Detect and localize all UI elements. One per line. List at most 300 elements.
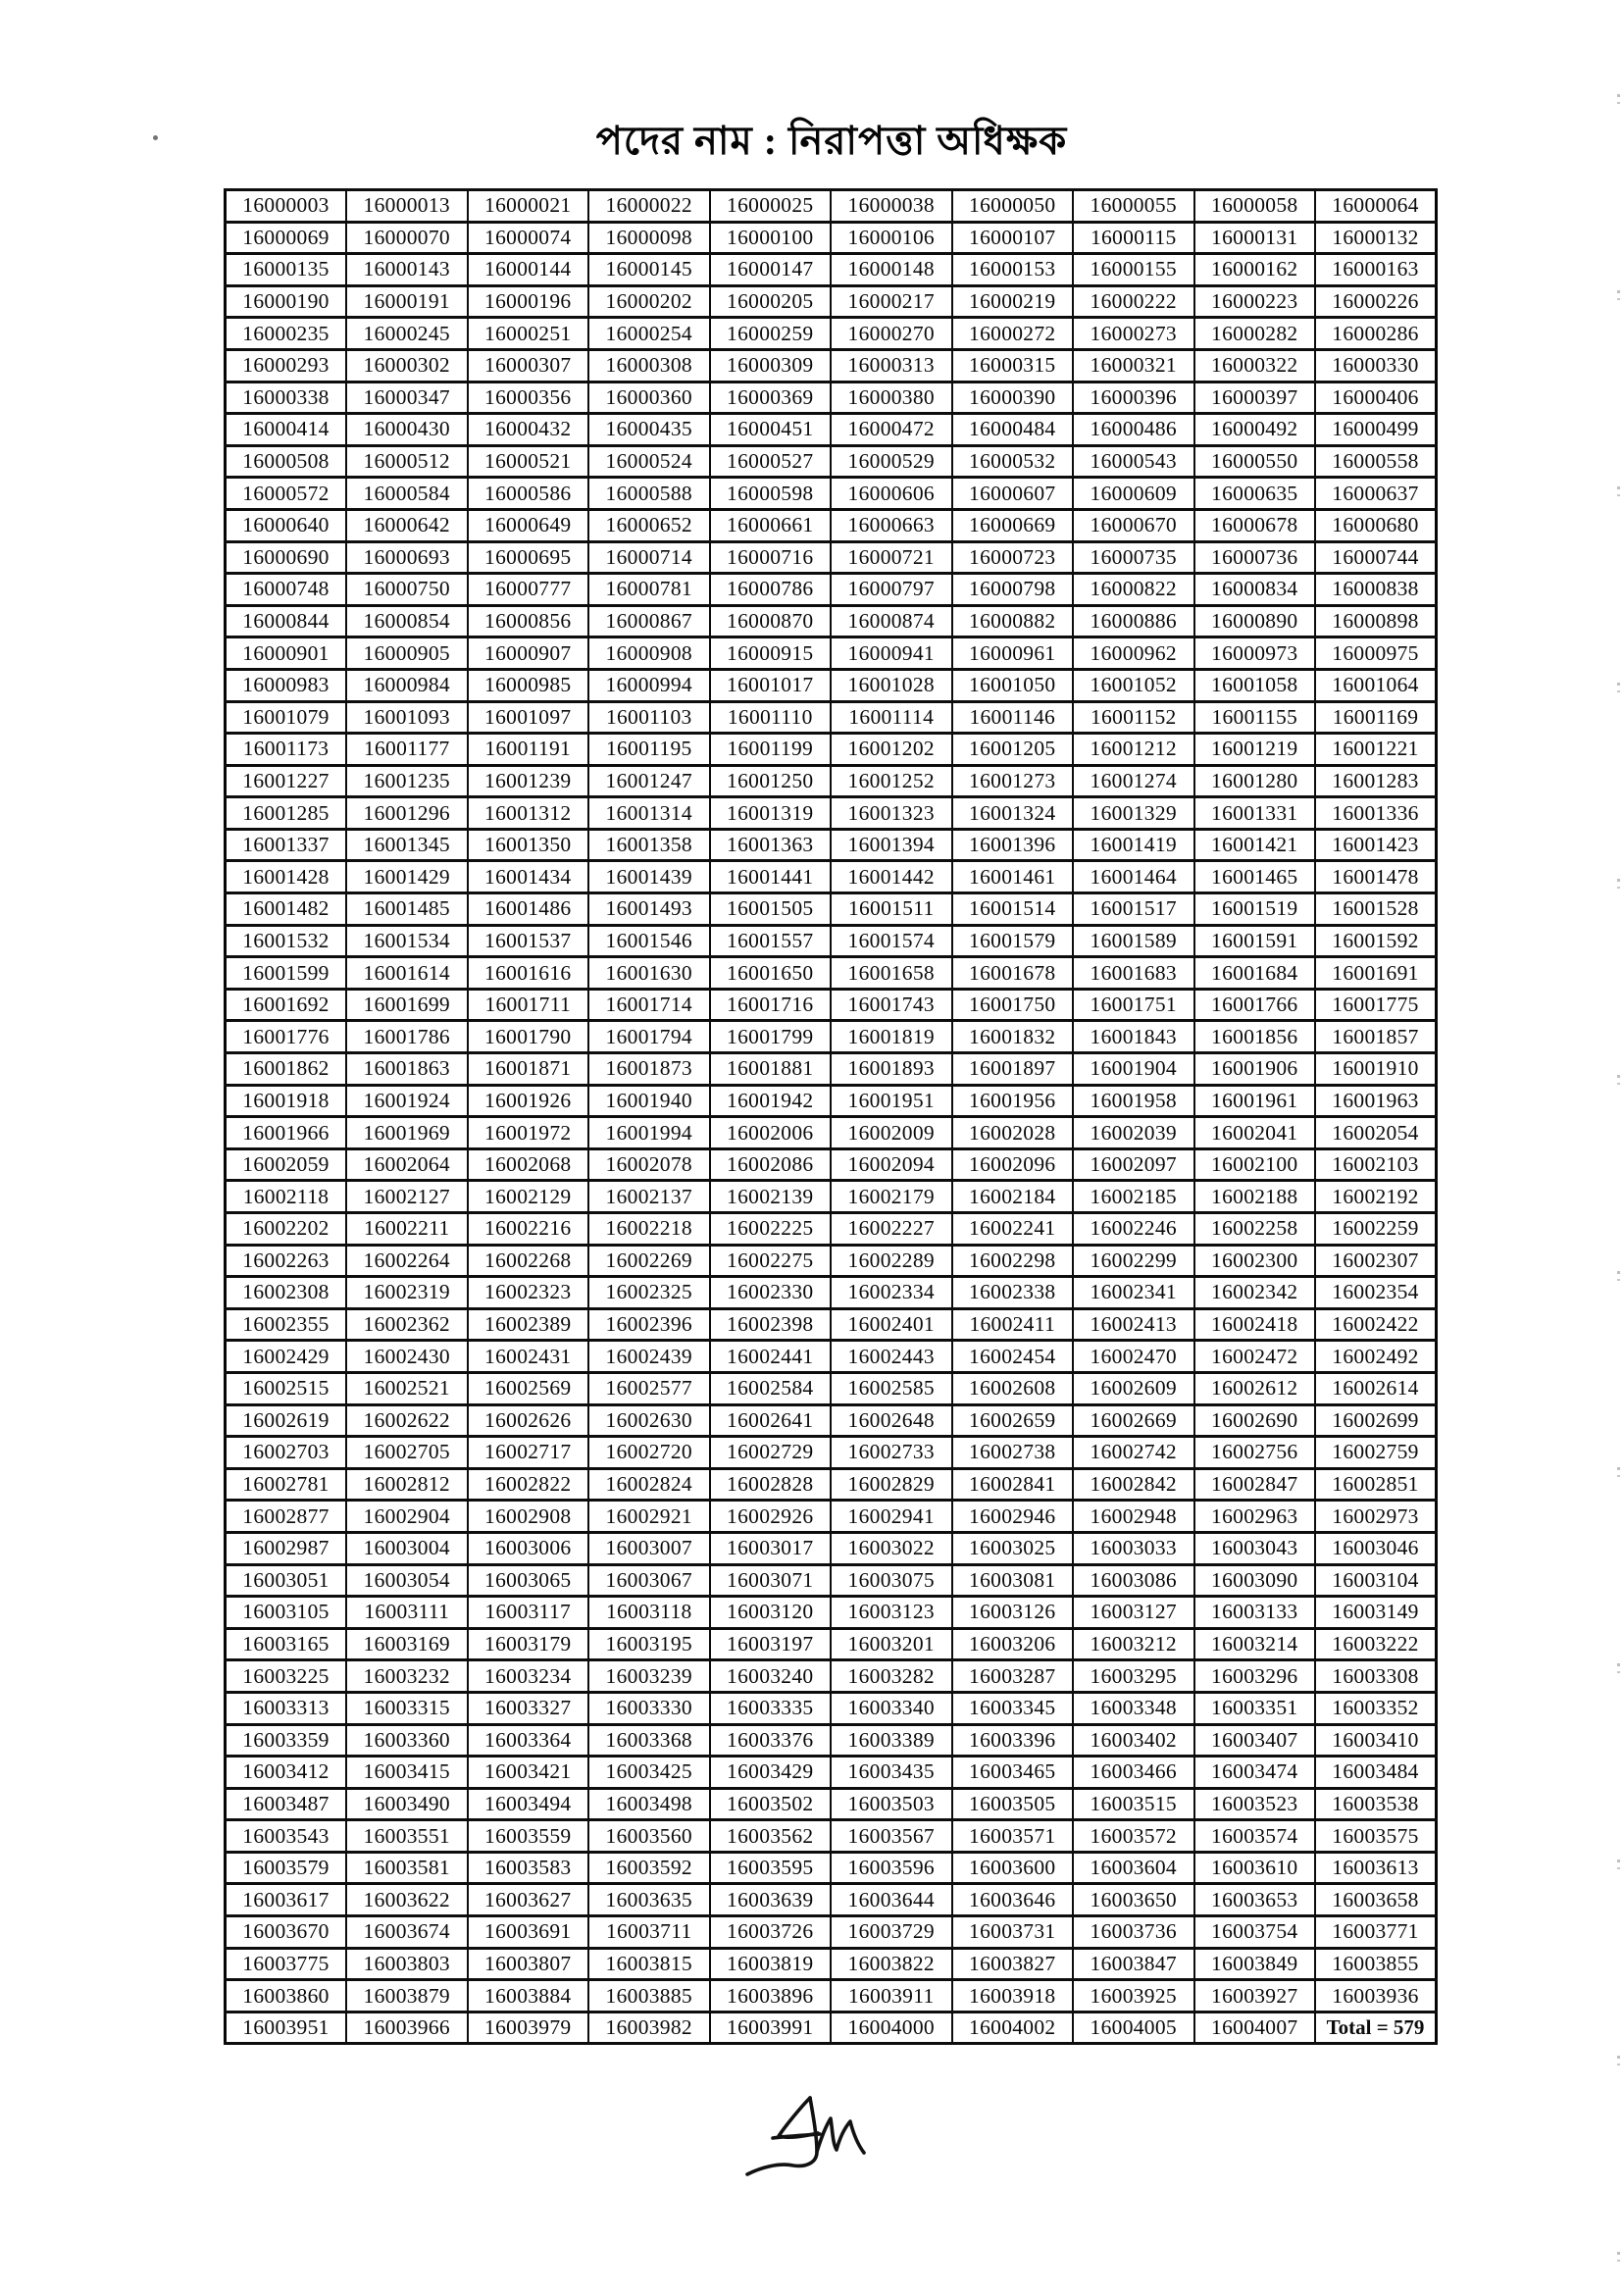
roll-cell: 16003966 [346,2012,468,2044]
roll-cell: 16001345 [346,829,468,861]
total-cell: Total = 579 [1315,2012,1437,2044]
roll-cell: 16002877 [226,1501,347,1533]
roll-cell: 16002413 [1073,1308,1194,1341]
roll-cell: 16003071 [710,1564,832,1597]
roll-cell: 16000983 [226,669,347,701]
roll-cell: 16002756 [1194,1437,1316,1469]
roll-cell: 16002946 [952,1501,1074,1533]
roll-cell: 16001331 [1194,797,1316,830]
roll-cell: 16001110 [710,701,832,734]
roll-cell: 16003206 [952,1628,1074,1660]
roll-cell: 16002614 [1315,1372,1437,1404]
roll-cell: 16001221 [1315,734,1437,766]
roll-cell: 16003421 [468,1757,589,1789]
roll-cell: 16002179 [831,1181,952,1213]
table-row [226,1245,1437,1277]
roll-cell: 16002847 [1194,1468,1316,1501]
table-row [226,637,1437,670]
roll-cell: 16003197 [710,1628,832,1660]
roll-cell: 16002431 [468,1341,589,1373]
roll-cell: 16002096 [952,1148,1074,1181]
roll-cell: 16000153 [952,254,1074,286]
roll-cell: 16003412 [226,1757,347,1789]
roll-cell: 16001863 [346,1053,468,1086]
roll-cell: 16000217 [831,285,952,318]
roll-cell: 16000235 [226,318,347,350]
roll-cell: 16002275 [710,1245,832,1277]
roll-cell: 16002241 [952,1213,1074,1246]
roll-cell: 16002841 [952,1468,1074,1501]
roll-cell: 16000748 [226,574,347,606]
roll-cell: 16002341 [1073,1277,1194,1309]
roll-cell: 16002720 [588,1437,710,1469]
roll-cell: 16003819 [710,1948,832,1980]
roll-cell: 16004002 [952,2012,1074,2044]
roll-cell: 16000451 [710,414,832,446]
roll-cell: 16000822 [1073,574,1194,606]
table-row [226,1660,1437,1693]
roll-cell: 16001819 [831,1021,952,1053]
roll-cell: 16000499 [1315,414,1437,446]
roll-cell: 16001093 [346,701,468,734]
roll-cell: 16003503 [831,1788,952,1820]
roll-cell: 16003951 [226,2012,347,2044]
table-row [226,989,1437,1021]
roll-cell: 16000680 [1315,509,1437,541]
roll-cell: 16001692 [226,989,347,1021]
signature [741,2093,879,2183]
table-row [226,445,1437,478]
roll-cell: 16001906 [1194,1053,1316,1086]
roll-cell: 16000532 [952,445,1074,478]
roll-cell: 16000797 [831,574,952,606]
roll-cell: 16003232 [346,1660,468,1693]
roll-cell: 16002515 [226,1372,347,1404]
roll-cell: 16000430 [346,414,468,446]
roll-cell: 16000854 [346,605,468,637]
roll-cell: 16003635 [588,1884,710,1916]
roll-cell: 16002086 [710,1148,832,1181]
roll-cell: 16001434 [468,861,589,893]
roll-table-body [226,190,1437,2044]
roll-cell: 16000721 [831,541,952,574]
roll-cell: 16003650 [1073,1884,1194,1916]
roll-cell: 16003296 [1194,1660,1316,1693]
roll-cell: 16000962 [1073,637,1194,670]
roll-cell: 16003051 [226,1564,347,1597]
roll-cell: 16000143 [346,254,468,286]
roll-cell: 16003670 [226,1916,347,1949]
table-row [226,2012,1437,2044]
roll-cell: 16003127 [1073,1597,1194,1629]
roll-cell: 16000524 [588,445,710,478]
roll-cell: 16000106 [831,222,952,254]
roll-cell: 16003054 [346,1564,468,1597]
roll-cell: 16000941 [831,637,952,670]
roll-cell: 16001956 [952,1085,1074,1117]
roll-cell: 16002009 [831,1117,952,1149]
roll-cell: 16000245 [346,318,468,350]
roll-cell: 16003359 [226,1724,347,1757]
roll-cell: 16000069 [226,222,347,254]
roll-cell: 16000838 [1315,574,1437,606]
roll-cell: 16001711 [468,989,589,1021]
roll-cell: 16000390 [952,382,1074,414]
roll-cell: 16000205 [710,285,832,318]
roll-cell: 16001790 [468,1021,589,1053]
roll-cell: 16002630 [588,1404,710,1437]
roll-cell: 16001273 [952,765,1074,797]
roll-cell: 16002342 [1194,1277,1316,1309]
roll-cell: 16001716 [710,989,832,1021]
roll-cell: 16001337 [226,829,347,861]
table-row [226,1468,1437,1501]
table-row [226,1724,1437,1757]
table-row [226,285,1437,318]
roll-cell: 16001963 [1315,1085,1437,1117]
roll-cell: 16003007 [588,1532,710,1564]
table-row [226,1213,1437,1246]
roll-cell: 16002963 [1194,1501,1316,1533]
roll-cell: 16001227 [226,765,347,797]
roll-cell: 16000435 [588,414,710,446]
roll-cell: 16002626 [468,1404,589,1437]
roll-cell: 16003402 [1073,1724,1194,1757]
roll-cell: 16002258 [1194,1213,1316,1246]
roll-cell: 16002441 [710,1341,832,1373]
roll-cell: 16003017 [710,1532,832,1564]
roll-cell: 16001532 [226,925,347,957]
roll-cell: 16002904 [346,1501,468,1533]
roll-cell: 16003195 [588,1628,710,1660]
roll-cell: 16002362 [346,1308,468,1341]
roll-cell: 16003726 [710,1916,832,1949]
roll-cell: 16003775 [226,1948,347,1980]
roll-cell: 16002439 [588,1341,710,1373]
roll-cell: 16000155 [1073,254,1194,286]
table-row [226,1117,1437,1149]
roll-cell: 16000484 [952,414,1074,446]
page-title: পদের নাম : নিরাপত্তা অধিক্ষক [595,119,1068,163]
roll-cell: 16000369 [710,382,832,414]
roll-cell: 16000886 [1073,605,1194,637]
roll-cell: 16003239 [588,1660,710,1693]
roll-cell: 16003617 [226,1884,347,1916]
roll-cell: 16002216 [468,1213,589,1246]
roll-cell: 16003025 [952,1532,1074,1564]
roll-cell: 16003572 [1073,1820,1194,1853]
roll-cell: 16000272 [952,318,1074,350]
roll-cell: 16003240 [710,1660,832,1693]
roll-cell: 16001589 [1073,925,1194,957]
roll-cell: 16001691 [1315,957,1437,990]
roll-cell: 16003212 [1073,1628,1194,1660]
roll-cell: 16003133 [1194,1597,1316,1629]
roll-cell: 16003104 [1315,1564,1437,1597]
roll-cell: 16003658 [1315,1884,1437,1916]
roll-cell: 16002299 [1073,1245,1194,1277]
roll-cell: 16003105 [226,1597,347,1629]
roll-cell: 16002263 [226,1245,347,1277]
roll-cell: 16000293 [226,349,347,382]
roll-cell: 16000588 [588,478,710,510]
roll-cell: 16002300 [1194,1245,1316,1277]
roll-cell: 16003847 [1073,1948,1194,1980]
roll-cell: 16000347 [346,382,468,414]
roll-cell: 16000584 [346,478,468,510]
roll-cell: 16002028 [952,1117,1074,1149]
roll-cell: 16000380 [831,382,952,414]
roll-cell: 16001511 [831,893,952,926]
roll-cell: 16001155 [1194,701,1316,734]
roll-cell: 16003567 [831,1820,952,1853]
roll-cell: 16001235 [346,765,468,797]
roll-cell: 16000735 [1073,541,1194,574]
roll-cell: 16000025 [710,190,832,223]
roll-cell: 16001191 [468,734,589,766]
roll-cell: 16001358 [588,829,710,861]
table-row [226,669,1437,701]
roll-cell: 16000064 [1315,190,1437,223]
roll-cell: 16001958 [1073,1085,1194,1117]
roll-cell: 16001050 [952,669,1074,701]
roll-cell: 16003006 [468,1532,589,1564]
roll-cell: 16003622 [346,1884,468,1916]
roll-cell: 16000022 [588,190,710,223]
roll-cell: 16003600 [952,1852,1074,1884]
roll-cell: 16000309 [710,349,832,382]
roll-cell: 16000196 [468,285,589,318]
roll-cell: 16003376 [710,1724,832,1757]
roll-cell: 16002921 [588,1501,710,1533]
roll-cell: 16003559 [468,1820,589,1853]
table-row [226,382,1437,414]
roll-cell: 16001324 [952,797,1074,830]
roll-cell: 16002908 [468,1501,589,1533]
roll-cell: 16003295 [1073,1660,1194,1693]
roll-cell: 16002418 [1194,1308,1316,1341]
roll-cell: 16003729 [831,1916,952,1949]
roll-cell: 16000661 [710,509,832,541]
roll-cell: 16000890 [1194,605,1316,637]
roll-cell: 16000251 [468,318,589,350]
roll-cell: 16003653 [1194,1884,1316,1916]
roll-cell: 16003505 [952,1788,1074,1820]
roll-cell: 16003896 [710,1980,832,2013]
roll-cell: 16001219 [1194,734,1316,766]
roll-cell: 16003435 [831,1757,952,1789]
roll-cell: 16001146 [952,701,1074,734]
roll-cell: 16001942 [710,1085,832,1117]
roll-cell: 16003345 [952,1692,1074,1724]
roll-cell: 16003583 [468,1852,589,1884]
roll-cell: 16003327 [468,1692,589,1724]
roll-cell: 16002308 [226,1277,347,1309]
roll-cell: 16000984 [346,669,468,701]
roll-cell: 16003117 [468,1597,589,1629]
roll-cell: 16002338 [952,1277,1074,1309]
table-row [226,957,1437,990]
roll-cell: 16000163 [1315,254,1437,286]
roll-cell: 16000898 [1315,605,1437,637]
table-row [226,1277,1437,1309]
roll-cell: 16003731 [952,1916,1074,1949]
roll-cell: 16003803 [346,1948,468,1980]
roll-cell: 16003234 [468,1660,589,1693]
roll-cell: 16001103 [588,701,710,734]
roll-cell: 16000652 [588,509,710,541]
roll-cell: 16002429 [226,1341,347,1373]
roll-cell: 16002948 [1073,1501,1194,1533]
roll-cell: 16001052 [1073,669,1194,701]
roll-cell: 16003123 [831,1597,952,1629]
roll-cell: 16001428 [226,861,347,893]
roll-cell: 16002097 [1073,1148,1194,1181]
roll-cell: 16003222 [1315,1628,1437,1660]
roll-cell: 16000145 [588,254,710,286]
roll-cell: 16002064 [346,1148,468,1181]
roll-cell: 16001799 [710,1021,832,1053]
roll-cell: 16000070 [346,222,468,254]
roll-cell: 16003884 [468,1980,589,2013]
roll-cell: 16000135 [226,254,347,286]
table-row [226,1437,1437,1469]
roll-cell: 16003592 [588,1852,710,1884]
roll-cell: 16003487 [226,1788,347,1820]
roll-cell: 16000870 [710,605,832,637]
table-row [226,509,1437,541]
roll-cell: 16003627 [468,1884,589,1916]
roll-cell: 16001534 [346,925,468,957]
roll-cell: 16002648 [831,1404,952,1437]
roll-cell: 16002717 [468,1437,589,1469]
roll-cell: 16002759 [1315,1437,1437,1469]
roll-cell: 16001423 [1315,829,1437,861]
roll-cell: 16002454 [952,1341,1074,1373]
roll-cell: 16001591 [1194,925,1316,957]
roll-cell: 16000678 [1194,509,1316,541]
roll-cell: 16002396 [588,1308,710,1341]
roll-cell: 16003579 [226,1852,347,1884]
roll-cell: 16001350 [468,829,589,861]
roll-cell: 16001871 [468,1053,589,1086]
roll-cell: 16001195 [588,734,710,766]
roll-cell: 16002129 [468,1181,589,1213]
roll-cell: 16001766 [1194,989,1316,1021]
roll-cell: 16002268 [468,1245,589,1277]
roll-cell: 16001579 [952,925,1074,957]
table-row [226,1372,1437,1404]
roll-cell: 16000282 [1194,318,1316,350]
roll-cell: 16001893 [831,1053,952,1086]
roll-cell: 16000492 [1194,414,1316,446]
roll-cell: 16000003 [226,190,347,223]
roll-cell: 16001274 [1073,765,1194,797]
roll-cell: 16000529 [831,445,952,478]
roll-cell: 16003022 [831,1532,952,1564]
roll-cell: 16003313 [226,1692,347,1724]
roll-cell: 16001546 [588,925,710,957]
roll-cell: 16000338 [226,382,347,414]
roll-cell: 16002259 [1315,1213,1437,1246]
roll-cell: 16004000 [831,2012,952,2044]
roll-cell: 16001280 [1194,765,1316,797]
roll-cell: 16003849 [1194,1948,1316,1980]
table-row [226,765,1437,797]
roll-cell: 16002298 [952,1245,1074,1277]
roll-cell: 16002829 [831,1468,952,1501]
table-row [226,1053,1437,1086]
roll-cell: 16001972 [468,1117,589,1149]
roll-cell: 16002851 [1315,1468,1437,1501]
roll-cell: 16001212 [1073,734,1194,766]
roll-cell: 16001519 [1194,893,1316,926]
roll-cell: 16002742 [1073,1437,1194,1469]
table-row [226,829,1437,861]
roll-cell: 16000834 [1194,574,1316,606]
roll-cell: 16000313 [831,349,952,382]
roll-cell: 16001856 [1194,1021,1316,1053]
roll-cell: 16002584 [710,1372,832,1404]
roll-cell: 16001918 [226,1085,347,1117]
roll-cell: 16003086 [1073,1564,1194,1597]
roll-cell: 16003674 [346,1916,468,1949]
roll-cell: 16002330 [710,1277,832,1309]
roll-cell: 16000406 [1315,382,1437,414]
roll-cell: 16000254 [588,318,710,350]
table-row [226,797,1437,830]
roll-cell: 16002705 [346,1437,468,1469]
roll-cell: 16000736 [1194,541,1316,574]
roll-cell: 16003595 [710,1852,832,1884]
roll-cell: 16001177 [346,734,468,766]
roll-cell: 16002619 [226,1404,347,1437]
roll-cell: 16002470 [1073,1341,1194,1373]
table-row [226,1980,1437,2013]
roll-cell: 16000527 [710,445,832,478]
table-row [226,1085,1437,1117]
roll-cell: 16003604 [1073,1852,1194,1884]
roll-cell: 16000640 [226,509,347,541]
roll-cell: 16000907 [468,637,589,670]
roll-cell: 16001394 [831,829,952,861]
roll-cell: 16003515 [1073,1788,1194,1820]
roll-cell: 16000223 [1194,285,1316,318]
roll-cell: 16001537 [468,925,589,957]
roll-cell: 16003560 [588,1820,710,1853]
roll-cell: 16001169 [1315,701,1437,734]
roll-cell: 16002577 [588,1372,710,1404]
roll-cell: 16002781 [226,1468,347,1501]
roll-cell: 16001873 [588,1053,710,1086]
roll-cell: 16000147 [710,254,832,286]
roll-cell: 16001058 [1194,669,1316,701]
roll-cell: 16000543 [1073,445,1194,478]
roll-cell: 16000744 [1315,541,1437,574]
roll-cell: 16000191 [346,285,468,318]
roll-cell: 16001557 [710,925,832,957]
roll-cell: 16003822 [831,1948,952,1980]
roll-cell: 16003043 [1194,1532,1316,1564]
roll-cell: 16003610 [1194,1852,1316,1884]
roll-cell: 16001751 [1073,989,1194,1021]
roll-cell: 16002822 [468,1468,589,1501]
roll-cell: 16001862 [226,1053,347,1086]
roll-cell: 16003490 [346,1788,468,1820]
table-row [226,574,1437,606]
roll-cell: 16001465 [1194,861,1316,893]
roll-cell: 16003936 [1315,1980,1437,2013]
